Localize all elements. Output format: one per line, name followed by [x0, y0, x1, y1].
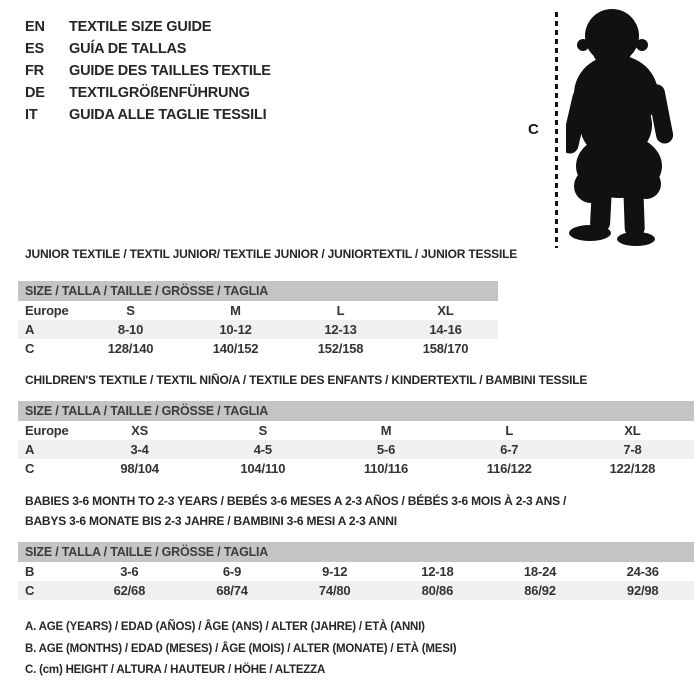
legend-b-age-months: B. AGE (MONTHS) / EDAD (MESES) / ÂGE (MOIS) / ALTER (MONATE) / ETÀ (MESI): [25, 642, 457, 655]
language-row-fr: [25, 60, 271, 82]
row-label: Europe: [25, 423, 69, 438]
size-cell: 12-18: [421, 564, 454, 579]
language-title-list: [25, 16, 271, 126]
size-cell: 116/122: [486, 461, 532, 476]
size-cell: 86/92: [524, 583, 556, 598]
size-cell: XL: [624, 423, 641, 438]
babies-size-table: [18, 542, 694, 600]
babies-textile-section: [18, 491, 694, 600]
table-row: [18, 421, 694, 440]
junior-textile-section: [18, 247, 694, 358]
children-size-table: [18, 401, 694, 478]
language-code: DE: [25, 85, 45, 101]
size-cell: L: [336, 303, 345, 318]
guide-title-de: TEXTILGRÖßENFÜHRUNG: [69, 85, 250, 101]
row-label: C: [25, 583, 35, 598]
size-cell: XS: [131, 423, 149, 438]
table-row: [18, 440, 694, 459]
size-cell: 110/116: [363, 461, 409, 476]
size-cell: 9-12: [322, 564, 348, 579]
language-code: ES: [25, 41, 44, 57]
table-row: [18, 562, 694, 581]
size-cell: 3-6: [120, 564, 139, 579]
size-cell: M: [230, 303, 241, 318]
size-cell: 92/98: [626, 583, 659, 598]
size-cell: 128/140: [107, 341, 154, 356]
table-row: [18, 339, 498, 358]
guide-title-fr: GUIDE DES TAILLES TEXTILE: [69, 63, 271, 79]
size-cell: 62/68: [113, 583, 146, 598]
size-cell: L: [505, 423, 514, 438]
size-cell: M: [380, 423, 392, 438]
guide-title-en: TEXTILE SIZE GUIDE: [69, 19, 212, 35]
table-row: [18, 459, 694, 478]
size-cell: 6-9: [222, 564, 242, 579]
size-cell: 98/104: [120, 461, 159, 476]
size-cell: S: [126, 303, 135, 318]
language-code: EN: [25, 19, 45, 35]
size-cell: 152/158: [317, 341, 364, 356]
legend-a-age-years: A. AGE (YEARS) / EDAD (AÑOS) / ÂGE (ANS) / ALTER (JAHRE) / ETÀ (ANNI): [25, 621, 425, 633]
legend-c-height: C. (cm) HEIGHT / ALTURA / HAUTEUR / HÖHE / ALTEZZA: [25, 664, 326, 676]
junior-table-title: JUNIOR TEXTILE / TEXTIL JUNIOR/ TEXTILE JUNIOR / JUNIORTEXTIL / JUNIOR TESSILE: [25, 247, 518, 261]
size-cell: 12-13: [324, 322, 357, 337]
size-cell: S: [258, 423, 268, 438]
size-cell: 3-4: [130, 442, 149, 457]
table-row: [18, 581, 694, 600]
size-cell: 24-36: [626, 564, 659, 579]
size-cell: 8-10: [117, 322, 144, 337]
size-cell: XL: [437, 303, 454, 318]
height-measure-dashed-line: [555, 12, 558, 248]
size-cell: 7-8: [623, 442, 642, 457]
language-row-it: [25, 104, 271, 126]
language-row-es: [25, 38, 271, 60]
babies-table-title: BABIES 3-6 MONTH TO 2-3 YEARS / BEBÉS 3-6 MESES A 2-3 AÑOS / BÉBÉS 3-6 MOIS À 2-3 ANS / BABYS 3-6 MONATE BIS 2-3 JAHRE / BAMBINI 3-6 MESI A 2-3 ANNI: [25, 494, 567, 528]
row-label: Europe: [25, 303, 69, 318]
size-cell: 68/74: [216, 583, 248, 598]
children-table-rows: [18, 421, 694, 478]
legend-footnotes: [25, 617, 456, 682]
size-cell: 104/110: [240, 461, 286, 476]
row-label: A: [25, 442, 35, 457]
row-label: B: [25, 564, 35, 579]
row-label: A: [25, 322, 35, 337]
size-cell: 10-12: [219, 322, 252, 337]
size-header-bar: SIZE / TALLA / TAILLE / GRÖSSE / TAGLIA: [18, 401, 694, 421]
table-row: [18, 301, 498, 320]
size-cell: 122/128: [609, 461, 656, 476]
toddler-silhouette-icon: [566, 8, 694, 246]
size-cell: 4-5: [253, 442, 272, 457]
language-code: IT: [25, 107, 38, 123]
size-cell: 140/152: [212, 341, 259, 356]
babies-table-rows: [18, 562, 694, 600]
language-code: FR: [25, 63, 44, 79]
junior-table-rows: [18, 301, 498, 358]
row-label: C: [25, 341, 35, 356]
language-row-en: [25, 16, 271, 38]
children-table-title: CHILDREN'S TEXTILE / TEXTIL NIÑO/A / TEXTILE DES ENFANTS / KINDERTEXTIL / BAMBINI TESSILE: [25, 373, 588, 387]
height-measure-label: C: [528, 121, 539, 138]
guide-title-es: GUÍA DE TALLAS: [69, 41, 187, 57]
size-cell: 18-24: [523, 564, 557, 579]
size-cell: 80/86: [421, 583, 454, 598]
junior-size-table: [18, 281, 498, 358]
size-cell: 5-6: [376, 442, 396, 457]
language-row-de: [25, 82, 271, 104]
size-cell: 158/170: [422, 341, 469, 356]
size-cell: 6-7: [500, 442, 519, 457]
children-textile-section: [18, 373, 694, 478]
size-cell: 14-16: [429, 322, 462, 337]
row-label: C: [25, 461, 35, 476]
size-header-bar: SIZE / TALLA / TAILLE / GRÖSSE / TAGLIA: [18, 542, 694, 562]
size-cell: 74/80: [318, 583, 351, 598]
size-header-bar: SIZE / TALLA / TAILLE / GRÖSSE / TAGLIA: [18, 281, 498, 301]
table-row: [18, 320, 498, 339]
guide-title-it: GUIDA ALLE TAGLIE TESSILI: [69, 107, 267, 123]
